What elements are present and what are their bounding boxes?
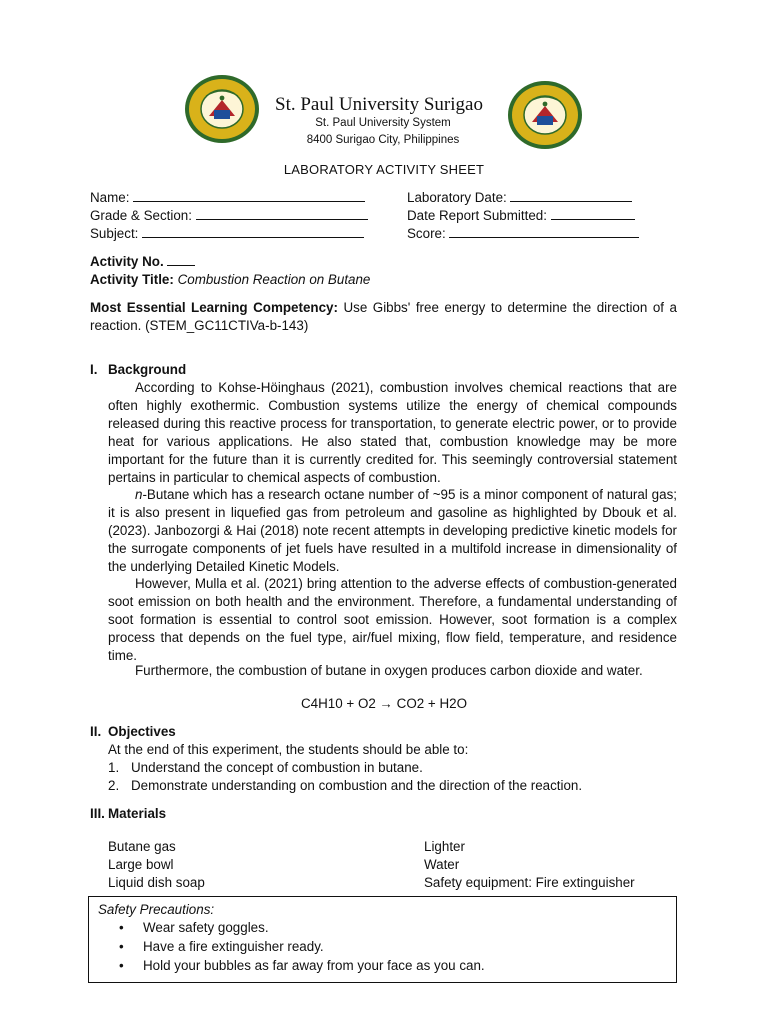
background-paragraph-3: However, Mulla et al. (2021) bring attention to the adverse effects of combustion-generated soot emission on both health and the environment. Therefore, a fundamental understanding of soot formation is essential to control soot emission. However, soot formation is a complex process that depends on the fuel type, air/fuel mixing, flow field, temperature, and residence time. — [108, 576, 677, 663]
n-prefix: n — [135, 487, 143, 502]
materials-num: III. — [90, 806, 105, 821]
background-paragraph-4: Furthermore, the combustion of butane in oxygen produces carbon dioxide and water. — [135, 663, 643, 678]
objectives-num: II. — [90, 724, 102, 739]
date-submitted-label: Date Report Submitted: — [407, 208, 547, 223]
activity-number-blank[interactable] — [167, 254, 195, 266]
objective-item — [108, 760, 423, 775]
grade-section-label: Grade & Section: — [90, 208, 192, 223]
score-blank[interactable] — [449, 226, 639, 238]
activity-number-label: Activity No. — [90, 254, 164, 269]
background-num: I. — [90, 362, 98, 377]
objective-text: Understand the concept of combustion in butane. — [131, 760, 423, 775]
objective-num: 2. — [108, 778, 120, 793]
subject-label: Subject: — [90, 226, 139, 241]
objectives-intro: At the end of this experiment, the students should be able to: — [108, 742, 469, 757]
grade-section-blank[interactable] — [196, 208, 368, 220]
background-paragraph-1: According to Kohse-Höinghaus (2021), combustion involves chemical reactions that are often highly exothermic. Combustion systems utilize the energy of chemical compounds released during this reactive process for transportation, to generate electric power, or to provide heat for various applications. He also stated that, combustion knowledge may be more important for the future than it is currently credited for. This seemingly controversial statement pertains in particular to chemical aspects of combustion. — [108, 380, 677, 485]
safety-item — [119, 958, 485, 973]
safety-item — [119, 939, 324, 954]
background-title: Background — [108, 362, 187, 377]
background-paragraph-2 — [108, 486, 677, 576]
bullet-icon: • — [119, 958, 124, 973]
activity-title — [90, 272, 370, 287]
objectives-title: Objectives — [108, 724, 176, 739]
safety-precautions-box — [88, 896, 677, 983]
lab-date-field[interactable] — [407, 190, 632, 205]
safety-title: Safety Precautions: — [98, 902, 215, 917]
activity-number — [90, 254, 195, 269]
materials-title: Materials — [108, 806, 167, 821]
objective-item — [108, 778, 582, 793]
safety-item-text: Wear safety goggles. — [143, 920, 269, 935]
sheet-title: LABORATORY ACTIVITY SHEET — [283, 162, 485, 177]
university-name: St. Paul University Surigao — [275, 94, 483, 115]
material-item: Large bowl — [108, 857, 174, 872]
safety-item-text: Hold your bubbles as far away from your face as you can. — [143, 958, 485, 973]
date-submitted-field[interactable] — [407, 208, 635, 223]
date-submitted-blank[interactable] — [551, 208, 635, 220]
grade-section-field[interactable] — [90, 208, 368, 223]
lab-date-label: Laboratory Date: — [407, 190, 507, 205]
name-label: Name: — [90, 190, 130, 205]
material-item: Water — [424, 857, 460, 872]
melc-text: Use Gibbs' free energy to determine the direction of a reaction. (STEM_GC11CTIVa-b-143) — [90, 300, 677, 333]
activity-title-label: Activity Title: — [90, 272, 174, 287]
background-heading — [90, 362, 186, 377]
background-paragraph-2-text: -Butane which has a research octane number of ~95 is a minor component of natural gas; it is also present in liquefied gas from petroleum and gasoline as highlighted by Dbouk et al. (2023). Janbozorgi & Hai (2018) note recent attempts in developing predictive kinetic models for the surrogate components of jet fuels have resulted in a multifold increase in dimensionality of the underlying Detailed Kinetic Models. — [108, 487, 677, 574]
melc-label: Most Essential Learning Competency: — [90, 300, 338, 315]
material-item: Liquid dish soap — [108, 875, 205, 890]
lab-date-blank[interactable] — [510, 190, 632, 202]
material-item: Safety equipment: Fire extinguisher — [424, 875, 635, 890]
activity-title-value: Combustion Reaction on Butane — [177, 272, 371, 287]
bullet-icon: • — [119, 920, 124, 935]
objective-text: Demonstrate understanding on combustion and the direction of the reaction. — [131, 778, 583, 793]
university-address: 8400 Surigao City, Philippines — [306, 134, 460, 146]
safety-item-text: Have a fire extinguisher ready. — [143, 939, 324, 954]
system-name: St. Paul University System — [315, 117, 451, 129]
objectives-heading — [90, 724, 176, 739]
subject-field[interactable] — [90, 226, 364, 241]
melc — [90, 299, 677, 335]
materials-heading — [90, 806, 166, 821]
name-blank[interactable] — [133, 190, 365, 202]
score-label: Score: — [407, 226, 446, 241]
objective-num: 1. — [108, 760, 120, 775]
chemical-equation: C4H10 + O2 → CO2 + H2O — [301, 696, 467, 711]
bullet-icon: • — [119, 939, 124, 954]
name-field[interactable] — [90, 190, 365, 205]
safety-item — [119, 920, 269, 935]
score-field[interactable] — [407, 226, 639, 241]
subject-blank[interactable] — [142, 226, 364, 238]
material-item: Butane gas — [108, 839, 176, 854]
material-item: Lighter — [424, 839, 465, 854]
